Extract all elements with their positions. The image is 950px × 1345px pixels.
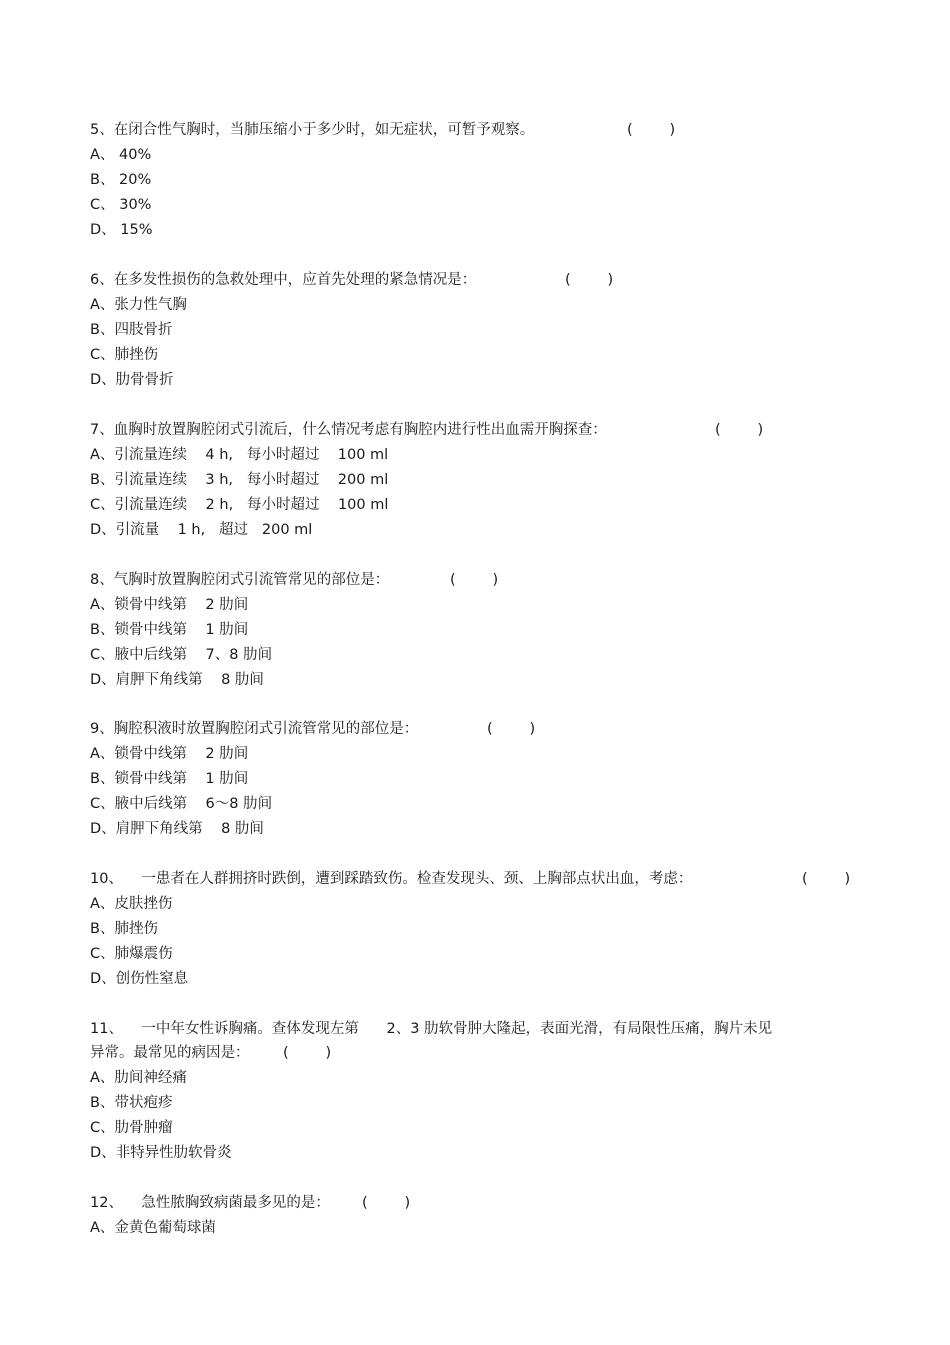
question-8-option-b: B、锁骨中线第 1 肋间 <box>90 622 249 638</box>
question-8-option-c: C、腋中后线第 7、8 肋间 <box>90 647 273 663</box>
question-11-stem-continued: 异常。最常见的病因是： <box>90 1045 250 1061</box>
question-10-answer-blank: ( ) <box>802 871 851 887</box>
question-8-option-a: A、锁骨中线第 2 肋间 <box>90 597 249 613</box>
question-10-stem: 10、 一患者在人群拥挤时跌倒，遭到踩踏致伤。检查发现头、颈、上胸部点状出血，考虑： <box>90 871 693 887</box>
question-7-option-d: D、引流量 1 h, 超过 200 ml <box>90 522 313 538</box>
question-6-stem: 6、在多发性损伤的急救处理中，应首先处理的紧急情况是： <box>90 272 477 288</box>
question-9-option-a: A、锁骨中线第 2 肋间 <box>90 746 249 762</box>
question-10-option-c: C、肺爆震伤 <box>90 946 173 962</box>
question-11-option-a: A、肋间神经痛 <box>90 1070 187 1086</box>
question-7-option-b: B、引流量连续 3 h, 每小时超过 200 ml <box>90 472 389 488</box>
question-6-option-d: D、肋骨骨折 <box>90 372 174 388</box>
question-7-stem: 7、血胸时放置胸腔闭式引流后，什么情况考虑有胸腔内进行性出血需开胸探查： <box>90 422 607 438</box>
question-11-answer-blank: ( ) <box>283 1045 332 1061</box>
question-6-option-b: B、四肢骨折 <box>90 322 173 338</box>
question-10-option-d: D、创伤性窒息 <box>90 971 189 987</box>
question-7-answer-blank: ( ) <box>715 422 764 438</box>
question-9-answer-blank: ( ) <box>487 721 536 737</box>
question-8-stem: 8、气胸时放置胸腔闭式引流管常见的部位是： <box>90 572 390 588</box>
question-5-option-d: D、 15% <box>90 222 153 238</box>
question-11-option-d: D、非特异性肋软骨炎 <box>90 1145 232 1161</box>
question-6-answer-blank: ( ) <box>565 272 614 288</box>
question-12-stem: 12、 急性脓胸致病菌最多见的是： <box>90 1195 330 1211</box>
question-6-option-a: A、张力性气胸 <box>90 297 187 313</box>
question-7-option-a: A、引流量连续 4 h, 每小时超过 100 ml <box>90 447 389 463</box>
question-9-stem: 9、胸腔积液时放置胸腔闭式引流管常见的部位是： <box>90 721 419 737</box>
question-5-stem: 5、在闭合性气胸时，当肺压缩小于多少时，如无症状，可暂予观察。 <box>90 122 535 138</box>
question-10-option-a: A、皮肤挫伤 <box>90 896 173 912</box>
question-5-answer-blank: ( ) <box>627 122 676 138</box>
question-9-option-c: C、腋中后线第 6～8 肋间 <box>90 796 273 812</box>
question-9-option-d: D、肩胛下角线第 8 肋间 <box>90 821 264 837</box>
question-11-option-c: C、肋骨肿瘤 <box>90 1120 173 1136</box>
question-7-option-c: C、引流量连续 2 h, 每小时超过 100 ml <box>90 497 389 513</box>
question-12-option-a: A、金黄色葡萄球菌 <box>90 1220 216 1236</box>
question-6-option-c: C、肺挫伤 <box>90 347 159 363</box>
question-11-stem: 11、 一中年女性诉胸痛。查体发现左第 2、3 肋软骨肿大隆起，表面光滑，有局限性压痛，胸片未见 <box>90 1021 773 1037</box>
question-9-option-b: B、锁骨中线第 1 肋间 <box>90 771 249 787</box>
question-11-option-b: B、带状疱疹 <box>90 1095 173 1111</box>
question-8-option-d: D、肩胛下角线第 8 肋间 <box>90 672 264 688</box>
question-8-answer-blank: ( ) <box>450 572 499 588</box>
question-10-option-b: B、肺挫伤 <box>90 921 158 937</box>
question-5-option-b: B、 20% <box>90 172 152 188</box>
question-5-option-c: C、 30% <box>90 197 152 213</box>
question-12-answer-blank: ( ) <box>362 1195 411 1211</box>
question-5-option-a: A、 40% <box>90 147 152 163</box>
